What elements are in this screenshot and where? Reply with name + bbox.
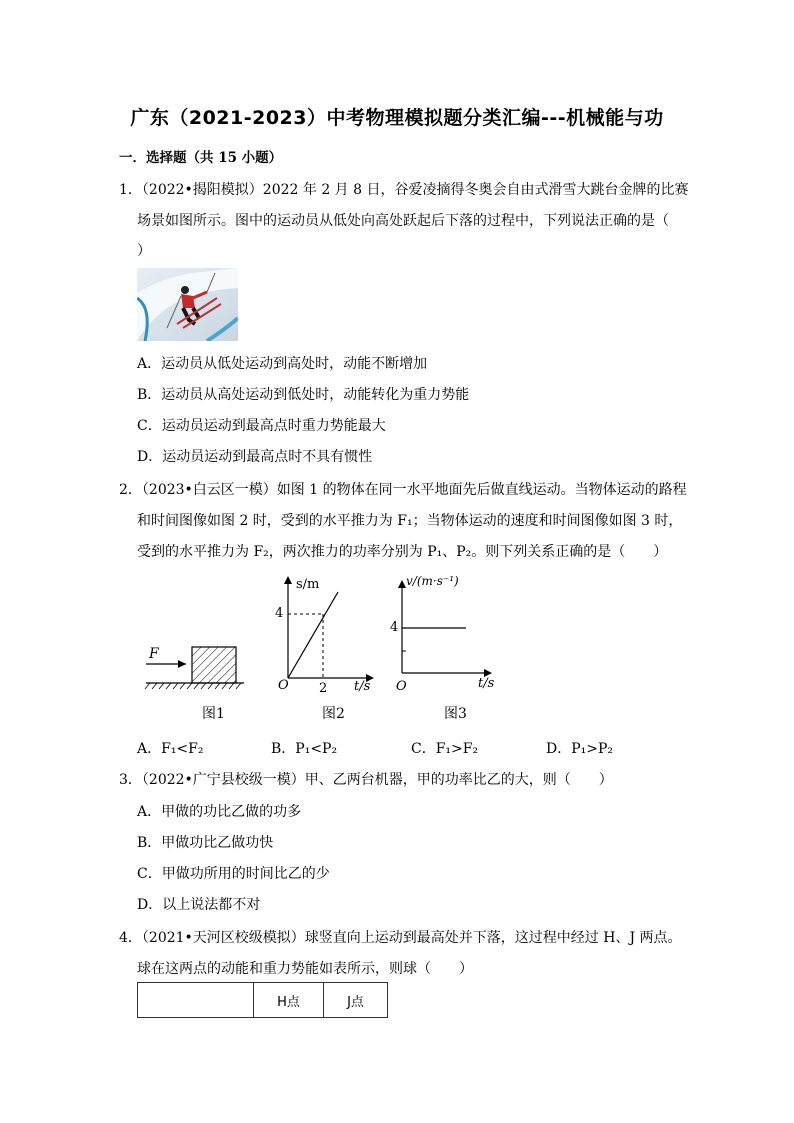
section-heading: 一．选择题（共 15 小题） bbox=[119, 150, 283, 166]
table-header-cell: H点 bbox=[254, 983, 324, 1018]
q1-line1: 1．（2022•揭阳模拟）2022 年 2 月 8 日，谷爱凌摘得冬奥会自由式滑雪大跳台金牌的比赛 bbox=[119, 182, 689, 198]
energy-table bbox=[137, 982, 388, 1018]
fig3-ytick: 4 bbox=[390, 620, 399, 635]
q2-line1: 2．（2023•白云区一模）如图 1 的物体在同一水平地面先后做直线运动。当物体运动的路程 bbox=[119, 482, 687, 498]
q3-line1: 3．（2022•广宁县校级一模）甲、乙两台机器，甲的功率比乙的大，则（ ） bbox=[119, 772, 613, 788]
fig2-ytick: 4 bbox=[275, 606, 284, 621]
table-header-cell: J点 bbox=[324, 983, 388, 1018]
q1-option-b: B．运动员从高处运动到低处时，动能转化为重力势能 bbox=[137, 387, 470, 403]
fig1-force-label: F bbox=[149, 646, 159, 662]
q2-option-c: C．F₁>F₂ bbox=[411, 741, 479, 757]
fig1-caption: 图1 bbox=[202, 706, 225, 722]
q1-option-d: D．运动员运动到最高点时不具有惯性 bbox=[137, 449, 373, 465]
figure-3 bbox=[390, 570, 500, 690]
q1-line3: ） bbox=[137, 243, 151, 259]
page-title: 广东（2021-2023）中考物理模拟题分类汇编---机械能与功 bbox=[130, 107, 664, 129]
q2-option-d: D．P₁>P₂ bbox=[546, 741, 614, 757]
fig3-ylabel: v/(m·s⁻¹) bbox=[406, 574, 459, 588]
figure-2 bbox=[270, 570, 380, 690]
q2-line2: 和时间图像如图 2 时，受到的水平推力为 F₁；当物体运动的速度和时间图像如图 3 时， bbox=[137, 513, 683, 529]
skier-photo bbox=[137, 268, 238, 341]
q1-option-a: A．运动员从低处运动到高处时，动能不断增加 bbox=[137, 356, 428, 372]
fig3-caption: 图3 bbox=[444, 706, 467, 722]
fig2-ylabel: s/m bbox=[296, 577, 320, 592]
q2-line3: 受到的水平推力为 F₂，两次推力的功率分别为 P₁、P₂。则下列关系正确的是（ ） bbox=[137, 544, 668, 560]
table-header-row bbox=[138, 983, 388, 1018]
q4-line2: 球在这两点的动能和重力势能如表所示，则球（ ） bbox=[137, 961, 473, 977]
fig3-xlabel: t/s bbox=[478, 676, 495, 691]
q2-option-b: B．P₁<P₂ bbox=[271, 741, 338, 757]
q1-option-c: C．运动员运动到最高点时重力势能最大 bbox=[137, 418, 386, 434]
fig2-origin: O bbox=[278, 678, 289, 693]
q3-option-a: A．甲做的功比乙做的功多 bbox=[137, 804, 302, 820]
q4-line1: 4．（2021•天河区校级模拟）球竖直向上运动到最高处并下落，这过程中经过 H、J 两点。 bbox=[119, 930, 682, 946]
q3-option-b: B．甲做功比乙做功快 bbox=[137, 835, 274, 851]
table-header-cell bbox=[138, 983, 254, 1018]
q3-option-d: D．以上说法都不对 bbox=[137, 897, 261, 913]
q2-option-a: A．F₁<F₂ bbox=[137, 741, 204, 757]
q1-line2: 场景如图所示。图中的运动员从低处向高处跃起后下落的过程中，下列说法正确的是（ bbox=[137, 213, 669, 229]
fig2-caption: 图2 bbox=[322, 706, 345, 722]
fig3-origin: O bbox=[396, 679, 407, 694]
fig2-xtick: 2 bbox=[319, 681, 328, 696]
fig2-xlabel: t/s bbox=[354, 679, 371, 694]
q3-option-c: C．甲做功所用的时间比乙的少 bbox=[137, 866, 330, 882]
